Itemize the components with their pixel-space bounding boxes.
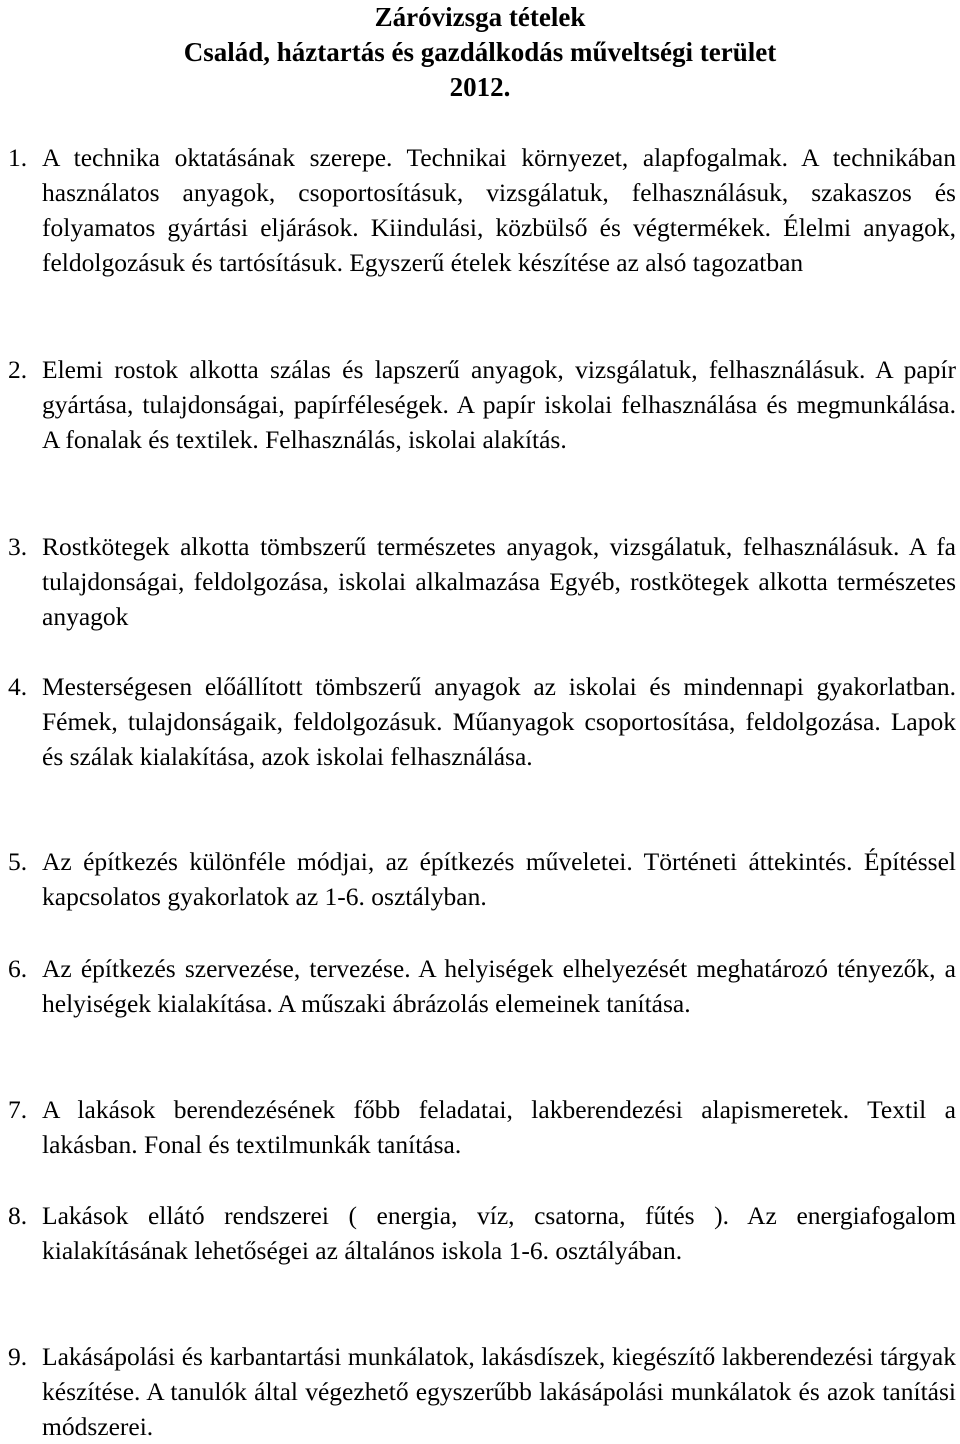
topic-text: Lakásápolási és karbantartási munkálatok, lakásdíszek, kiegészítő lakberendezési tárgyak készítése. A tanulók által végezhető egyszerűbb lakásápolási munkálatok és azok tanítási módszerei. — [42, 1342, 956, 1441]
topic-text: Mesterségesen előállított tömbszerű anyagok az iskolai és mindennapi gyakorlatban. Fémek, tulajdonságaik, feldolgozásuk. Műanyagok csoportosítása, feldolgozása. Lapok és szálak kialakítása, azok iskolai felhasználása. — [42, 672, 956, 771]
topic-text: Lakások ellátó rendszerei ( energia, víz, csatorna, fűtés ). Az energiafogalom kialakításának lehetőségei az általános iskola 1-6. osztályában. — [42, 1201, 956, 1265]
topic-number: 1. — [8, 143, 28, 172]
topic-number: 5. — [8, 847, 28, 876]
topic-text: A lakások berendezésének főbb feladatai, lakberendezési alapismeretek. Textil a lakásban. Fonal és textilmunkák tanítása. — [42, 1095, 956, 1159]
topic-text: Elemi rostok alkotta szálas és lapszerű anyagok, vizsgálatuk, felhasználásuk. A papír gyártása, tulajdonságai, papírféleségek. A papír iskolai felhasználása és megmunkálása. A fonalak és textilek. Felhasználás, iskolai alakítás. — [42, 355, 956, 454]
topic-number: 9. — [8, 1342, 28, 1371]
topic-text: Rostkötegek alkotta tömbszerű természetes anyagok, vizsgálatuk, felhasználásuk. A fa tulajdonságai, feldolgozása, iskolai alkalmazása Egyéb, rostkötegek alkotta természetes anyagok — [42, 532, 956, 631]
topic-number: 3. — [8, 532, 28, 561]
document-title: Záróvizsga tételek — [374, 2, 586, 32]
topic-text: Az építkezés szervezése, tervezése. A helyiségek elhelyezését meghatározó tényezők, a helyiségek kialakítása. A műszaki ábrázolás elemeinek tanítása. — [42, 954, 956, 1018]
document-year: 2012. — [449, 72, 511, 102]
topic-number: 6. — [8, 954, 28, 983]
topic-number: 4. — [8, 672, 28, 701]
topic-number: 2. — [8, 355, 28, 384]
topic-number: 8. — [8, 1201, 28, 1230]
document-header — [0, 0, 960, 105]
topic-text: A technika oktatásának szerepe. Technikai környezet, alapfogalmak. A technikában használatos anyagok, csoportosításuk, vizsgálatuk, felhasználásuk, szakaszos és folyamatos gyártási eljárások. Kiindulási, közbülső és végtermékek. Élelmi anyagok, feldolgozásuk és tartósításuk. Egyszerű ételek készítése az alsó tagozatban — [42, 143, 956, 277]
topic-number: 7. — [8, 1095, 28, 1124]
document-subject: Család, háztartás és gazdálkodás műveltségi terület — [183, 37, 777, 67]
topic-text: Az építkezés különféle módjai, az építkezés műveletei. Történeti áttekintés. Építéssel kapcsolatos gyakorlatok az 1-6. osztályban. — [42, 847, 956, 911]
